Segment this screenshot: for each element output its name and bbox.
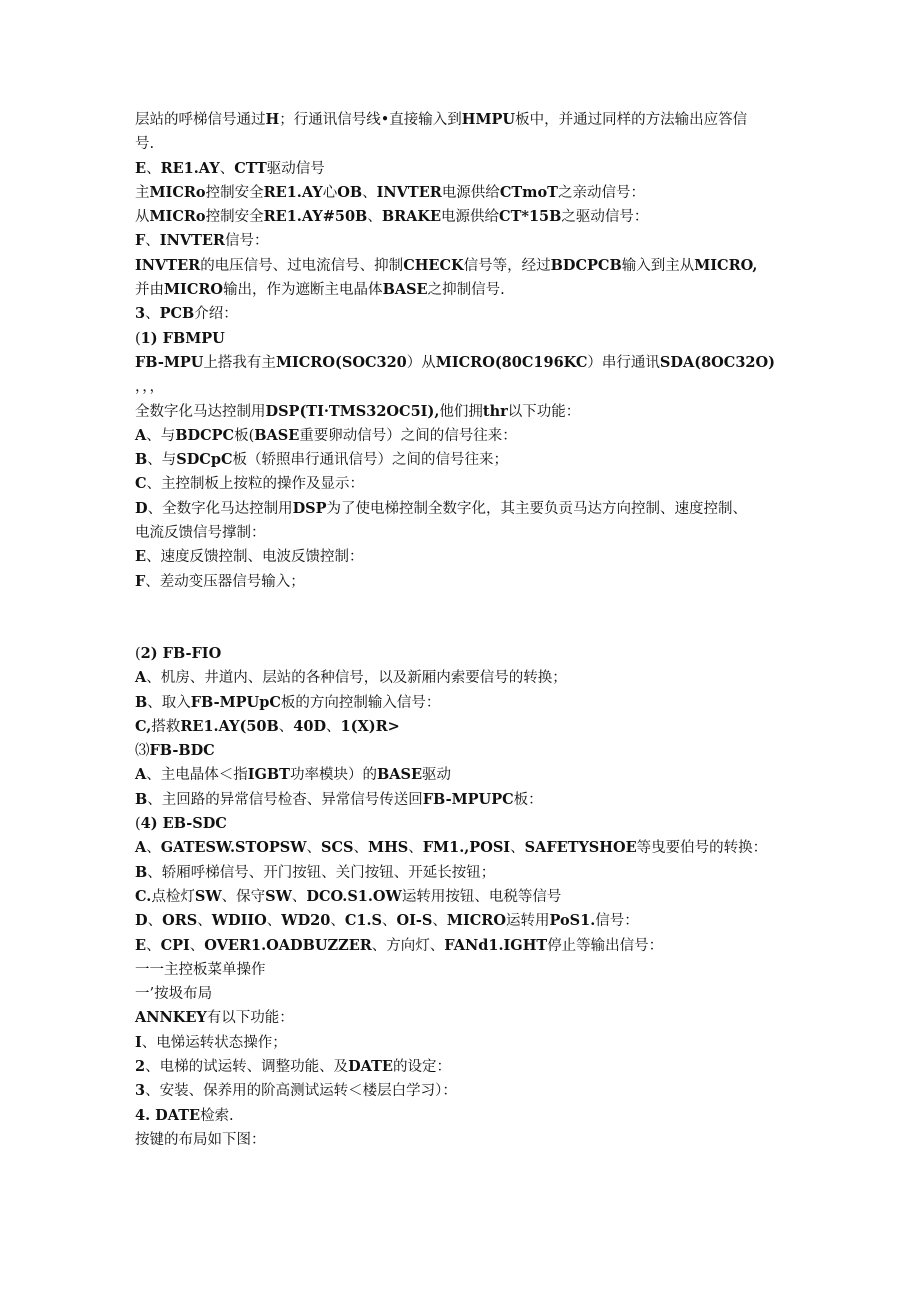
text-line: 3、PCB介绍： xyxy=(135,305,238,323)
text-line: B、与SDCpC板（轿照串行通讯信号）之间的信号往来； xyxy=(135,451,509,469)
text-line: 2、电梯的试运转、调整功能、及DATE的设定： xyxy=(135,1057,451,1075)
text-line: (2) FB-FIO xyxy=(135,644,222,662)
text-line: 并由MICRO输出，作为遮断主电晶体BASE之抑制信号. xyxy=(135,281,505,299)
text-line: 3、安装、保养用的阶高测试运转＜楼层白学习）： xyxy=(135,1082,457,1100)
text-line: (4) EB-SDC xyxy=(135,815,227,833)
text-line: E、CPI、OVER1.OADBUZZER、方向灯、FANd1.IGHT停止等输出信号： xyxy=(135,936,664,954)
text-line: 电流反馈信号撑制： xyxy=(135,525,266,542)
text-line: 主MICRo控制安全RE1.AY心OB、INVTER电源供给CTmoT之亲动信号： xyxy=(135,183,645,201)
text-line: 一’按圾布局 xyxy=(135,986,213,1003)
text-line: D、全数字化马达控制用DSP为了使电梯控制全数字化，其主要负贡马达方向控制、速度控制、 xyxy=(135,499,748,517)
text-line: FB-MPU上搭我有主MICRO(SOC320）从MICRO(80C196KC）串行通讯SDA(8OC32O) xyxy=(135,353,776,371)
text-line: B、轿厢呼梯信号、开门按钮、关门按钮、开延长按钮； xyxy=(135,863,496,881)
text-line: E、速度反馈控制、电波反馈控制： xyxy=(135,548,364,566)
text-line: F、差动变压器信号输入； xyxy=(135,572,305,590)
text-line: (1) FBMPU xyxy=(135,329,225,347)
text-line: 按键的布局如下图： xyxy=(135,1131,266,1148)
text-line: ，，， xyxy=(135,379,164,396)
text-line: C,搭救RE1.AY(50B、40D、1(X)R> xyxy=(135,717,400,735)
text-line: F、INVTER信号： xyxy=(135,232,269,250)
text-line: 一一主控板菜单操作 xyxy=(135,961,266,978)
text-line: ANNKEY有以下功能： xyxy=(135,1009,294,1027)
text-line: 全数字化马达控制用DSP(TI·TMS32OC5I),他们拥thr以下功能： xyxy=(135,402,581,420)
text-line: 4. DATE检索. xyxy=(135,1106,234,1124)
text-line: B、主回路的异常信号检杳、异常信号传送回FB-MPUPC板： xyxy=(135,790,543,808)
text-line: A、与BDCPC板(BASE重要卵动信号）之间的信号往来： xyxy=(135,426,517,444)
text-line: A、机房、井道内、层站的各种信号，以及新厢内索要信号的转换； xyxy=(135,669,567,687)
text-line: E、RE1.AY、CTT驱动信号 xyxy=(135,159,325,177)
text-line: ⑶FB-BDC xyxy=(135,742,215,760)
text-line: 层站的呼梯信号通过H；行通讯信号线•直接输入到HMPU板中，并通过同样的方法输出应答信 xyxy=(135,111,748,128)
text-line: B、取入FB-MPUpC板的方向控制输入信号： xyxy=(135,693,441,711)
text-line: 从MICRo控制安全RE1.AY#50B、BRAKE电源供给CT*15B之驱动信号： xyxy=(135,208,649,226)
paragraph-gap xyxy=(135,594,795,642)
text-line: D、ORS、WDIIO、WD20、C1.S、OI-S、MICRO运转用PoS1.信号： xyxy=(135,912,639,930)
document-body xyxy=(135,108,795,1152)
text-line: I、电悌运转状态操作； xyxy=(135,1033,287,1051)
text-line: A、主电晶体＜指IGBT功率模块）的BASE驱动 xyxy=(135,766,452,784)
text-line: C.点检灯SW、保守SW、DCO.S1.OW运转用按钮、电税等信号 xyxy=(135,887,562,905)
text-line: C、主控制板上按粒的操作及显示： xyxy=(135,475,365,493)
text-line: 号. xyxy=(135,136,155,153)
text-line: INVTER的电压信号、过电流信号、抑制CHECK信号等，经过BDCPCB输入到主从MICRO, xyxy=(135,256,758,274)
text-line: A、GATESW.STOPSW、SCS、MHS、FM1.,POSI、SAFETYSHOE等曳要伯号的转换： xyxy=(135,839,768,857)
